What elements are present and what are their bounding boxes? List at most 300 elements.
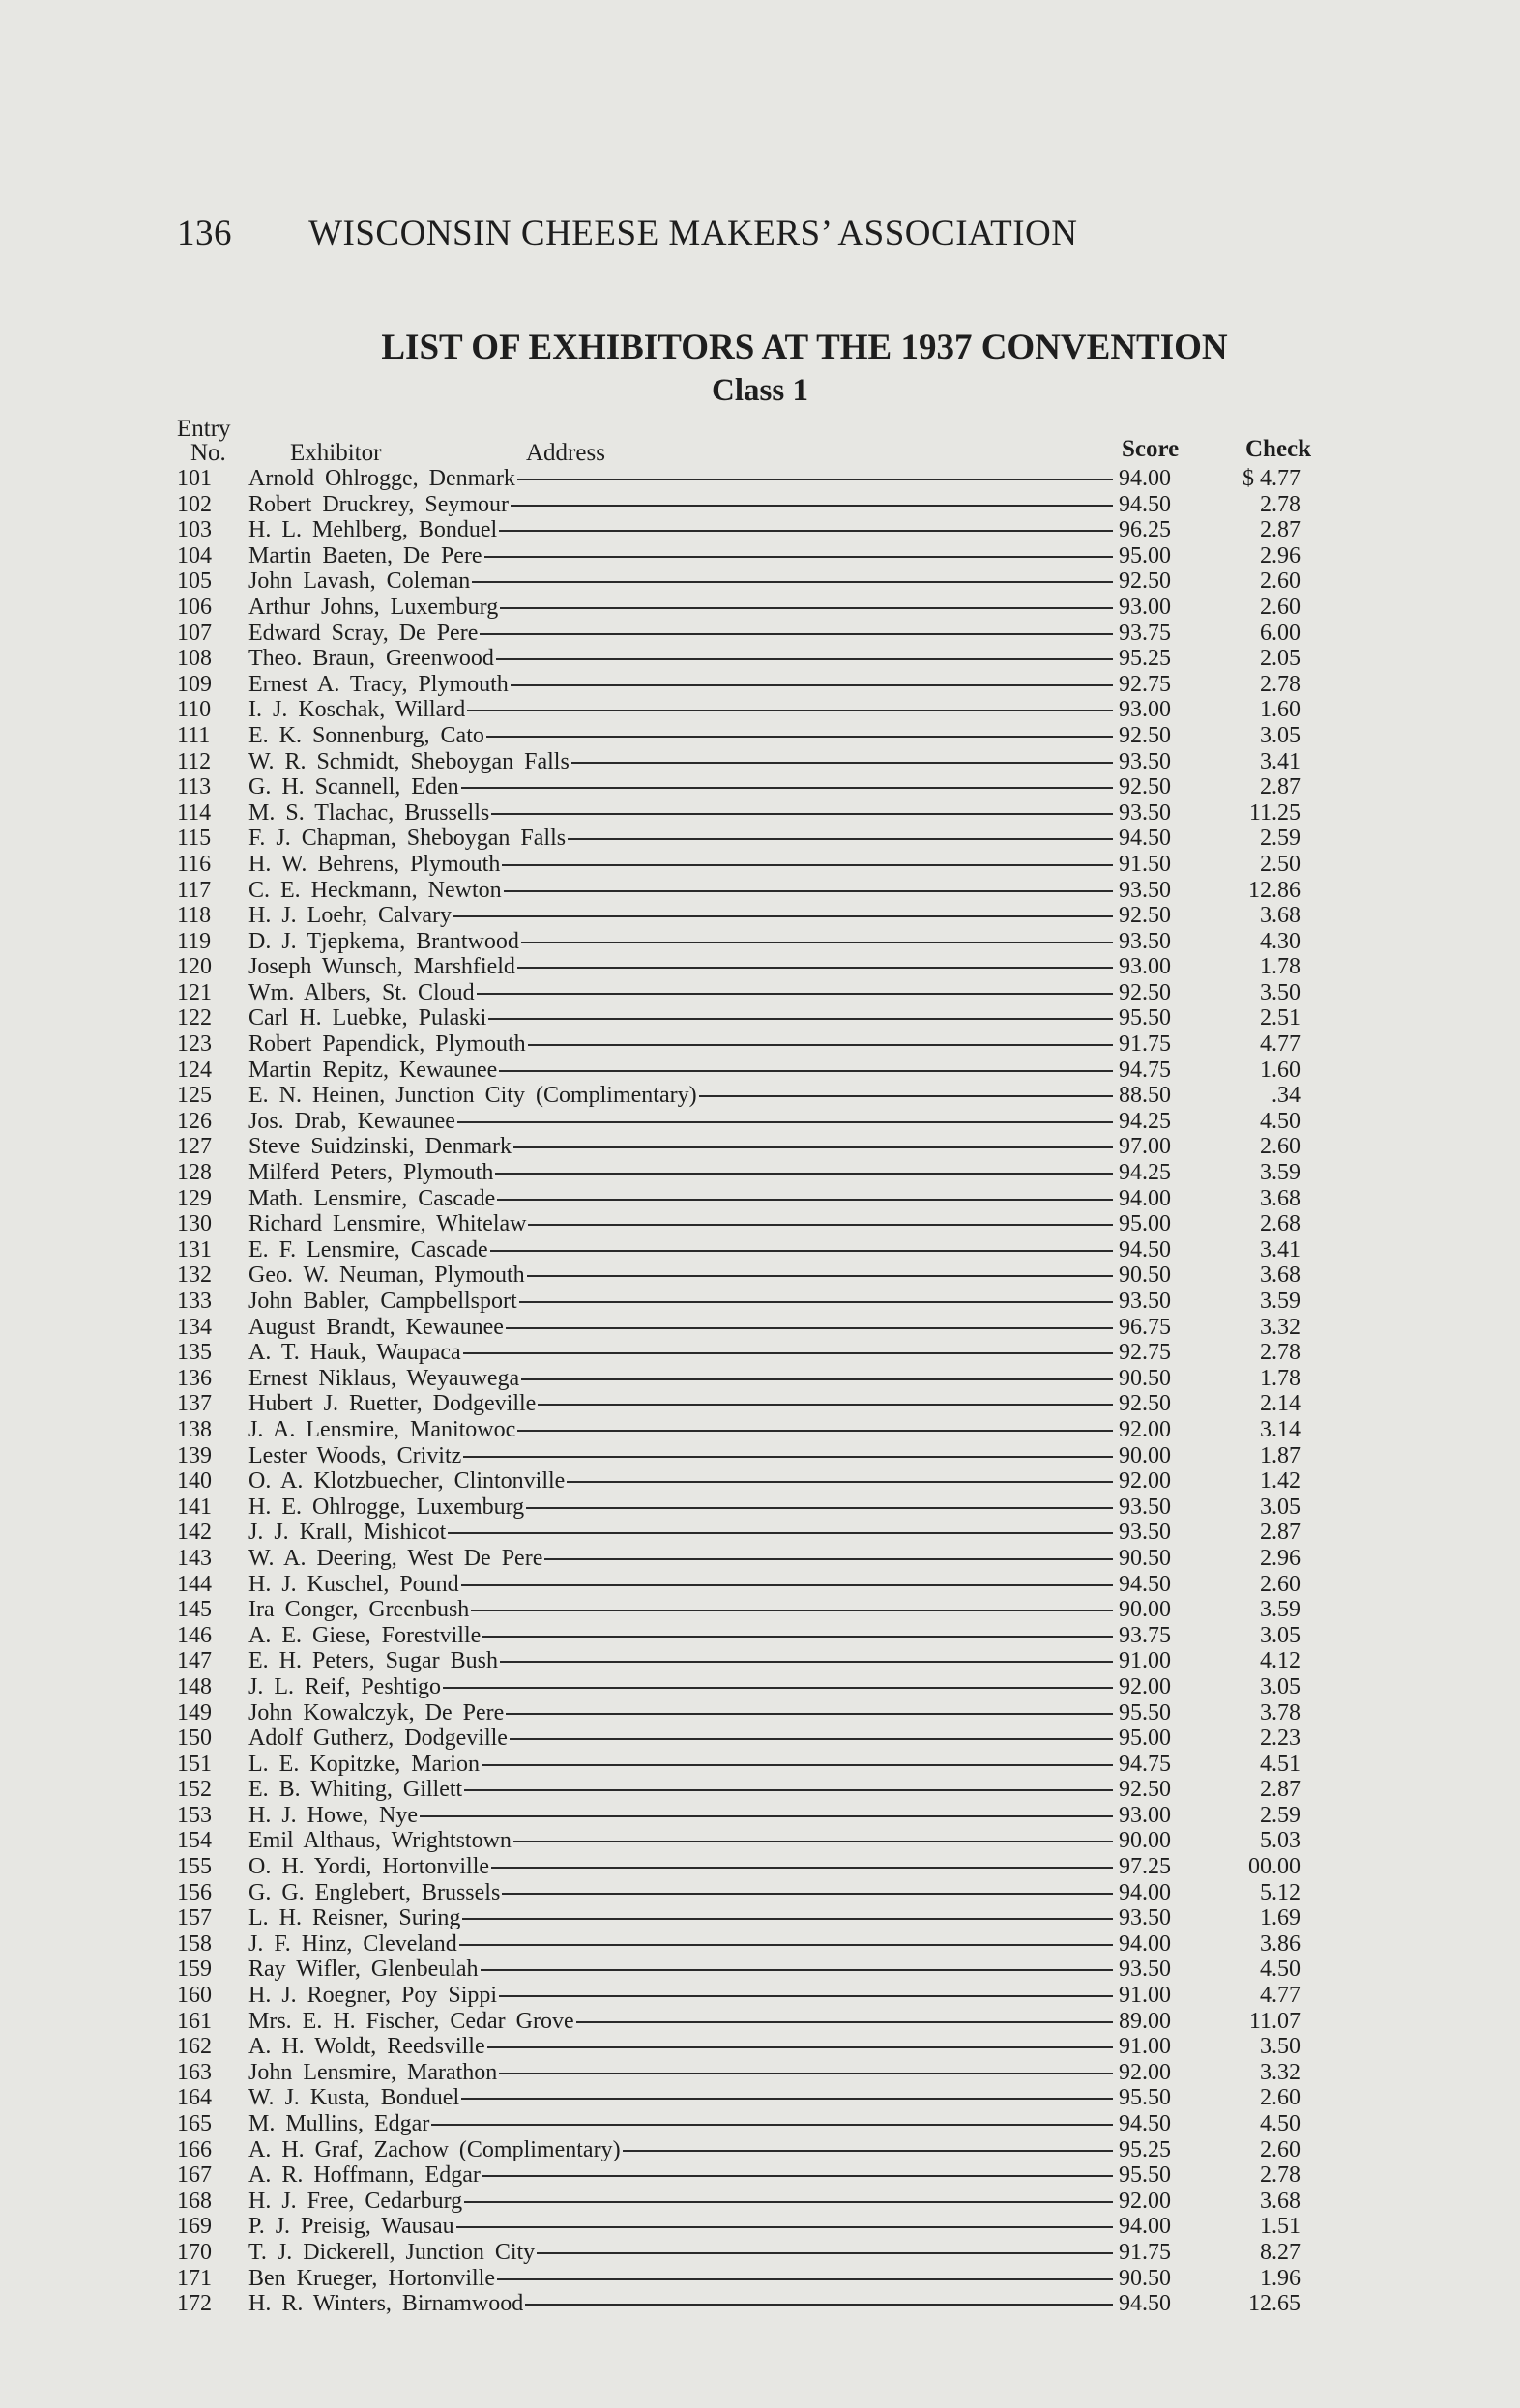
entry-number: 135: [177, 1340, 212, 1366]
leader-line: [491, 1867, 1113, 1869]
exhibitor-cell: [248, 1674, 1119, 1700]
exhibitor-cell: [248, 568, 1119, 595]
table-row: [177, 568, 1337, 595]
exhibitor-address: E. N. Heinen, Junction City (Complimentary): [248, 1083, 697, 1109]
check-amount: 2.96: [1260, 542, 1301, 568]
exhibitor-cell: [248, 1289, 1119, 1315]
score-value: 93.00: [1119, 954, 1171, 980]
leader-line: [527, 1275, 1113, 1277]
check-amount: 3.59: [1260, 1289, 1301, 1314]
exhibitor-address: Jos. Drab, Kewaunee: [248, 1108, 455, 1134]
entry-number: 109: [177, 671, 212, 697]
exhibitor-address: Robert Papendick, Plymouth: [248, 1031, 526, 1058]
exhibitor-cell: [248, 1083, 1119, 1109]
entry-number: 103: [177, 517, 212, 543]
check-amount: 1.87: [1260, 1442, 1301, 1468]
score-value: 94.75: [1119, 1751, 1171, 1777]
check-amount: 2.59: [1260, 826, 1301, 852]
exhibitor-cell: [248, 646, 1119, 672]
check-amount: 2.78: [1260, 671, 1301, 697]
exhibitor-address: Martin Repitz, Kewaunee: [248, 1057, 498, 1083]
entry-number: 151: [177, 1751, 212, 1777]
exhibitor-cell: [248, 723, 1119, 749]
exhibitor-cell: [248, 2009, 1119, 2035]
exhibitor-address: John Lensmire, Marathon: [248, 2059, 498, 2085]
check-amount: 3.68: [1260, 1262, 1301, 1289]
exhibitor-address: W. R. Schmidt, Sheboygan Falls: [248, 748, 570, 774]
exhibitor-address: C. E. Heckmann, Newton: [248, 877, 502, 903]
exhibitor-address: J. J. Krall, Mishicot: [248, 1520, 447, 1546]
exhibitor-cell: [248, 1005, 1119, 1031]
entry-number: 101: [177, 466, 212, 491]
page-title: [0, 327, 1520, 368]
table-row: [177, 954, 1337, 980]
entry-number: 153: [177, 1802, 212, 1828]
table-row: [177, 826, 1337, 852]
check-amount: 3.41: [1260, 1236, 1301, 1262]
exhibitor-list: [177, 466, 1337, 2317]
score-value: 93.00: [1119, 697, 1171, 723]
exhibitor-cell: [248, 1572, 1119, 1598]
score-value: 91.00: [1119, 1983, 1171, 2009]
table-row: [177, 1777, 1337, 1803]
entry-number: 110: [177, 697, 212, 723]
score-value: 93.50: [1119, 877, 1171, 903]
table-row: [177, 1648, 1337, 1674]
table-row: [177, 1391, 1337, 1417]
check-amount: 3.59: [1260, 1160, 1301, 1186]
check-amount: 3.68: [1260, 903, 1301, 929]
table-row: [177, 2214, 1337, 2240]
table-row: [177, 2085, 1337, 2111]
table-row: [177, 980, 1337, 1006]
exhibitor-cell: [248, 543, 1119, 569]
entry-number: 136: [177, 1365, 212, 1391]
score-value: 94.00: [1119, 1185, 1171, 1211]
exhibitor-cell: [248, 2111, 1119, 2137]
leader-line: [526, 1507, 1113, 1509]
score-value: 88.50: [1119, 1083, 1171, 1109]
exhibitor-address: Emil Althaus, Wrightstown: [248, 1828, 512, 1854]
entry-number: 158: [177, 1930, 212, 1957]
exhibitor-cell: [248, 1905, 1119, 1931]
check-amount: 3.50: [1260, 2034, 1301, 2060]
exhibitor-cell: [248, 1546, 1119, 1572]
entry-number: 140: [177, 1468, 212, 1494]
leader-line: [537, 2252, 1113, 2254]
score-value: 91.00: [1119, 1648, 1171, 1674]
leader-line: [513, 1841, 1113, 1842]
entry-number: 157: [177, 1905, 212, 1931]
exhibitor-cell: [248, 1623, 1119, 1649]
leader-line: [576, 2021, 1113, 2023]
check-amount: 11.07: [1248, 2008, 1301, 2034]
score-value: 92.50: [1119, 979, 1171, 1005]
check-amount: 4.50: [1260, 1108, 1301, 1134]
entry-number: 122: [177, 1005, 212, 1031]
score-value: 96.25: [1119, 517, 1171, 543]
leader-line: [463, 1352, 1113, 1354]
leader-line: [511, 505, 1113, 507]
leader-line: [519, 1301, 1113, 1303]
leader-line: [499, 1070, 1113, 1072]
table-row: [177, 2060, 1337, 2086]
exhibitor-cell: [248, 2214, 1119, 2240]
leader-line: [463, 1456, 1113, 1458]
leader-line: [431, 2124, 1113, 2126]
table-row: [177, 852, 1337, 878]
score-value: 89.00: [1119, 2008, 1171, 2034]
exhibitor-address: Arnold Ohlrogge, Denmark: [248, 466, 515, 491]
leader-line: [502, 1893, 1113, 1895]
table-row: [177, 1109, 1337, 1135]
score-value: 90.00: [1119, 1442, 1171, 1468]
exhibitor-address: Ben Krueger, Hortonville: [248, 2265, 495, 2291]
score-value: 93.50: [1119, 1905, 1171, 1931]
exhibitor-cell: [248, 749, 1119, 775]
score-value: 94.50: [1119, 1236, 1171, 1262]
check-amount: 3.86: [1260, 1930, 1301, 1957]
score-value: 90.50: [1119, 1545, 1171, 1571]
check-amount: 2.59: [1260, 1802, 1301, 1828]
entry-number: 143: [177, 1545, 212, 1571]
check-amount: 3.05: [1260, 1673, 1301, 1699]
exhibitor-address: Geo. W. Neuman, Plymouth: [248, 1262, 525, 1289]
score-value: 93.75: [1119, 1622, 1171, 1648]
leader-line: [500, 607, 1113, 609]
score-value: 91.75: [1119, 1031, 1171, 1058]
exhibitor-address: M. Mullins, Edgar: [248, 2111, 430, 2136]
table-row: [177, 1957, 1337, 1983]
exhibitor-address: A. H. Graf, Zachow (Complimentary): [248, 2136, 621, 2162]
leader-line: [488, 1018, 1113, 1020]
exhibitor-address: H. R. Winters, Birnamwood: [248, 2291, 524, 2317]
check-amount: 2.50: [1260, 851, 1301, 877]
exhibitor-cell: [248, 2085, 1119, 2111]
leader-line: [461, 2098, 1113, 2100]
check-amount: 2.23: [1260, 1726, 1301, 1752]
score-value: 91.75: [1119, 2239, 1171, 2265]
exhibitor-address: Robert Druckrey, Seymour: [248, 491, 510, 517]
score-value: 90.00: [1119, 1597, 1171, 1623]
leader-line: [513, 1146, 1113, 1148]
leader-line: [459, 1944, 1113, 1946]
exhibitor-address: D. J. Tjepkema, Brantwood: [248, 928, 519, 954]
leader-line: [448, 1532, 1113, 1534]
exhibitor-cell: [248, 1262, 1119, 1289]
score-value: 92.00: [1119, 2188, 1171, 2214]
check-amount: 3.05: [1260, 1622, 1301, 1648]
check-amount: 3.68: [1260, 1185, 1301, 1211]
entry-number: 144: [177, 1571, 212, 1597]
table-row: [177, 929, 1337, 955]
score-value: 92.00: [1119, 1673, 1171, 1699]
exhibitor-address: Steve Suidzinski, Denmark: [248, 1134, 512, 1160]
exhibitor-address: John Babler, Campbellsport: [248, 1289, 517, 1314]
check-amount: 12.65: [1248, 2291, 1301, 2317]
table-row: [177, 1083, 1337, 1109]
score-value: 94.75: [1119, 1057, 1171, 1083]
check-amount: 5.03: [1260, 1828, 1301, 1854]
check-amount: 1.51: [1260, 2214, 1301, 2240]
entry-number: 161: [177, 2008, 212, 2034]
entry-number: 105: [177, 568, 212, 595]
table-row: [177, 1366, 1337, 1392]
table-row: [177, 2291, 1337, 2317]
score-value: 92.75: [1119, 671, 1171, 697]
check-amount: 2.60: [1260, 2136, 1301, 2162]
score-value: 90.50: [1119, 2265, 1171, 2291]
entry-number: 159: [177, 1957, 212, 1983]
leader-line: [453, 915, 1113, 917]
exhibitor-cell: [248, 466, 1119, 492]
exhibitor-address: M. S. Tlachac, Brussells: [248, 799, 490, 826]
exhibitor-address: A. H. Woldt, Reedsville: [248, 2034, 485, 2060]
score-value: 93.50: [1119, 748, 1171, 774]
exhibitor-cell: [248, 800, 1119, 827]
score-value: 94.00: [1119, 2214, 1171, 2240]
check-amount: 3.78: [1260, 1699, 1301, 1726]
exhibitor-address: F. J. Chapman, Sheboygan Falls: [248, 826, 567, 852]
score-value: 95.00: [1119, 1726, 1171, 1752]
entry-number: 121: [177, 979, 212, 1005]
entry-number: 134: [177, 1314, 212, 1340]
leader-line: [467, 710, 1113, 711]
score-value: 95.50: [1119, 1699, 1171, 1726]
check-amount: 6.00: [1260, 620, 1301, 646]
score-value: 94.25: [1119, 1160, 1171, 1186]
leader-line: [567, 1481, 1113, 1483]
exhibitor-cell: [248, 2291, 1119, 2317]
exhibitor-cell: [248, 1803, 1119, 1829]
check-amount: 2.87: [1260, 1777, 1301, 1803]
check-amount: $ 4.77: [1242, 466, 1301, 491]
table-row: [177, 1520, 1337, 1546]
leader-line: [623, 2150, 1113, 2152]
exhibitor-address: Ernest Niklaus, Weyauwega: [248, 1365, 520, 1391]
check-amount: 11.25: [1248, 799, 1301, 826]
exhibitor-cell: [248, 1828, 1119, 1854]
exhibitor-cell: [248, 1340, 1119, 1366]
score-value: 95.00: [1119, 1211, 1171, 1237]
exhibitor-address: Ira Conger, Greenbush: [248, 1597, 470, 1623]
table-row: [177, 749, 1337, 775]
leader-line: [461, 1584, 1113, 1586]
exhibitor-address: O. H. Yordi, Hortonville: [248, 1854, 490, 1880]
score-value: 92.50: [1119, 903, 1171, 929]
exhibitor-address: Hubert J. Ruetter, Dodgeville: [248, 1391, 537, 1417]
leader-line: [521, 1378, 1113, 1380]
exhibitor-address: Mrs. E. H. Fischer, Cedar Grove: [248, 2008, 574, 2034]
table-row: [177, 1803, 1337, 1829]
score-value: 96.75: [1119, 1314, 1171, 1340]
exhibitor-address: J. A. Lensmire, Manitowoc: [248, 1416, 516, 1442]
check-amount: 4.30: [1260, 928, 1301, 954]
score-value: 91.00: [1119, 2034, 1171, 2060]
exhibitor-address: H. L. Mehlberg, Bonduel: [248, 517, 498, 543]
check-amount: 5.12: [1260, 1879, 1301, 1905]
entry-number: 137: [177, 1391, 212, 1417]
table-row: [177, 1160, 1337, 1186]
table-row: [177, 2137, 1337, 2163]
leader-line: [568, 838, 1113, 840]
entry-number: 128: [177, 1160, 212, 1186]
exhibitor-cell: [248, 595, 1119, 621]
entry-number: 162: [177, 2034, 212, 2060]
page-number: 136: [177, 214, 232, 253]
entry-number: 167: [177, 2162, 212, 2189]
entry-number: 133: [177, 1289, 212, 1314]
page-title-text: LIST OF EXHIBITORS AT THE 1937 CONVENTION: [381, 328, 1228, 367]
exhibitor-cell: [248, 1315, 1119, 1341]
score-value: 91.50: [1119, 851, 1171, 877]
score-value: 94.50: [1119, 826, 1171, 852]
leader-line: [544, 1558, 1113, 1560]
leader-line: [472, 581, 1113, 583]
table-row: [177, 1674, 1337, 1700]
exhibitor-address: John Lavash, Coleman: [248, 568, 471, 595]
table-row: [177, 517, 1337, 543]
entry-number: 120: [177, 954, 212, 980]
entry-number: 125: [177, 1083, 212, 1109]
leader-line: [481, 1969, 1113, 1971]
table-row: [177, 595, 1337, 621]
entry-number: 115: [177, 826, 212, 852]
check-amount: 4.12: [1260, 1648, 1301, 1674]
exhibitor-address: J. L. Reif, Peshtigo: [248, 1673, 441, 1699]
check-amount: 2.87: [1260, 774, 1301, 800]
exhibitor-cell: [248, 1366, 1119, 1392]
entry-number: 124: [177, 1057, 212, 1083]
table-row: [177, 2240, 1337, 2266]
exhibitor-cell: [248, 954, 1119, 980]
exhibitor-address: H. W. Behrens, Plymouth: [248, 851, 501, 877]
score-value: 94.50: [1119, 1571, 1171, 1597]
exhibitor-cell: [248, 1494, 1119, 1521]
exhibitor-address: Joseph Wunsch, Marshfield: [248, 954, 515, 980]
exhibitor-cell: [248, 852, 1119, 878]
score-value: 92.50: [1119, 774, 1171, 800]
leader-line: [500, 1661, 1113, 1663]
check-amount: 3.59: [1260, 1597, 1301, 1623]
leader-line: [487, 2046, 1113, 2048]
table-row: [177, 1417, 1337, 1443]
leader-line: [461, 787, 1113, 789]
exhibitor-cell: [248, 1957, 1119, 1983]
score-value: 95.50: [1119, 2162, 1171, 2189]
check-amount: 1.78: [1260, 1365, 1301, 1391]
leader-line: [497, 1199, 1113, 1201]
score-value: 97.25: [1119, 1854, 1171, 1880]
exhibitor-cell: [248, 903, 1119, 929]
table-row: [177, 1931, 1337, 1958]
check-amount: .34: [1272, 1083, 1301, 1109]
exhibitor-cell: [248, 1134, 1119, 1160]
table-row: [177, 1752, 1337, 1778]
leader-line: [457, 1121, 1113, 1123]
exhibitor-address: A. R. Hoffmann, Edgar: [248, 2162, 481, 2189]
exhibitor-cell: [248, 1700, 1119, 1726]
exhibitor-address: E. K. Sonnenburg, Cato: [248, 722, 484, 748]
check-amount: 12.86: [1248, 877, 1301, 903]
leader-line: [571, 762, 1113, 764]
check-header: Check: [1245, 436, 1312, 462]
entry-number: 116: [177, 851, 212, 877]
score-value: 92.50: [1119, 1391, 1171, 1417]
check-amount: 2.87: [1260, 1520, 1301, 1546]
score-value: 94.00: [1119, 466, 1171, 491]
exhibitor-cell: [248, 2137, 1119, 2163]
entry-number: 138: [177, 1416, 212, 1442]
exhibitor-cell: [248, 2162, 1119, 2189]
score-value: 92.00: [1119, 1416, 1171, 1442]
entry-number: 113: [177, 774, 212, 800]
entry-number: 132: [177, 1262, 212, 1289]
score-value: 93.50: [1119, 1957, 1171, 1983]
table-row: [177, 466, 1337, 492]
class-heading: [0, 373, 1520, 409]
exhibitor-cell: [248, 1648, 1119, 1674]
table-row: [177, 1340, 1337, 1366]
entry-number: 169: [177, 2214, 212, 2240]
entry-number: 164: [177, 2085, 212, 2111]
exhibitor-cell: [248, 2240, 1119, 2266]
table-row: [177, 1572, 1337, 1598]
entry-number: 141: [177, 1494, 212, 1520]
leader-line: [499, 1995, 1113, 1997]
exhibitor-address: H. E. Ohlrogge, Luxemburg: [248, 1494, 525, 1520]
score-value: 92.50: [1119, 722, 1171, 748]
entry-number: 172: [177, 2291, 212, 2317]
exhibitor-address: T. J. Dickerell, Junction City: [248, 2239, 536, 2265]
exhibitor-cell: [248, 1752, 1119, 1778]
entry-number: 142: [177, 1520, 212, 1546]
exhibitor-cell: [248, 1109, 1119, 1135]
leader-line: [521, 942, 1113, 943]
entry-number: 149: [177, 1699, 212, 1726]
exhibitor-cell: [248, 2266, 1119, 2292]
leader-line: [504, 890, 1113, 892]
leader-line: [477, 993, 1113, 995]
leader-line: [456, 2226, 1113, 2228]
exhibitor-cell: [248, 1468, 1119, 1494]
exhibitor-cell: [248, 1031, 1119, 1058]
exhibitor-address: Richard Lensmire, Whitelaw: [248, 1211, 527, 1237]
leader-line: [482, 1636, 1113, 1638]
score-value: 92.00: [1119, 1468, 1171, 1494]
entry-number: 150: [177, 1726, 212, 1752]
address-header: Address: [526, 440, 605, 466]
leader-line: [497, 2278, 1113, 2280]
exhibitor-address: W. J. Kusta, Bonduel: [248, 2085, 460, 2111]
entry-number: 166: [177, 2136, 212, 2162]
check-amount: 1.60: [1260, 1057, 1301, 1083]
check-amount: 2.51: [1260, 1005, 1301, 1031]
exhibitor-cell: [248, 1931, 1119, 1958]
entry-number: 155: [177, 1854, 212, 1880]
check-amount: 2.60: [1260, 594, 1301, 620]
exhibitor-cell: [248, 2060, 1119, 2086]
entry-number: 107: [177, 620, 212, 646]
check-amount: 2.96: [1260, 1545, 1301, 1571]
table-row: [177, 1623, 1337, 1649]
entry-number: 104: [177, 542, 212, 568]
table-row: [177, 2009, 1337, 2035]
exhibitor-address: E. F. Lensmire, Cascade: [248, 1236, 488, 1262]
score-value: 95.25: [1119, 2136, 1171, 2162]
check-amount: 2.78: [1260, 491, 1301, 517]
table-row: [177, 1443, 1337, 1469]
